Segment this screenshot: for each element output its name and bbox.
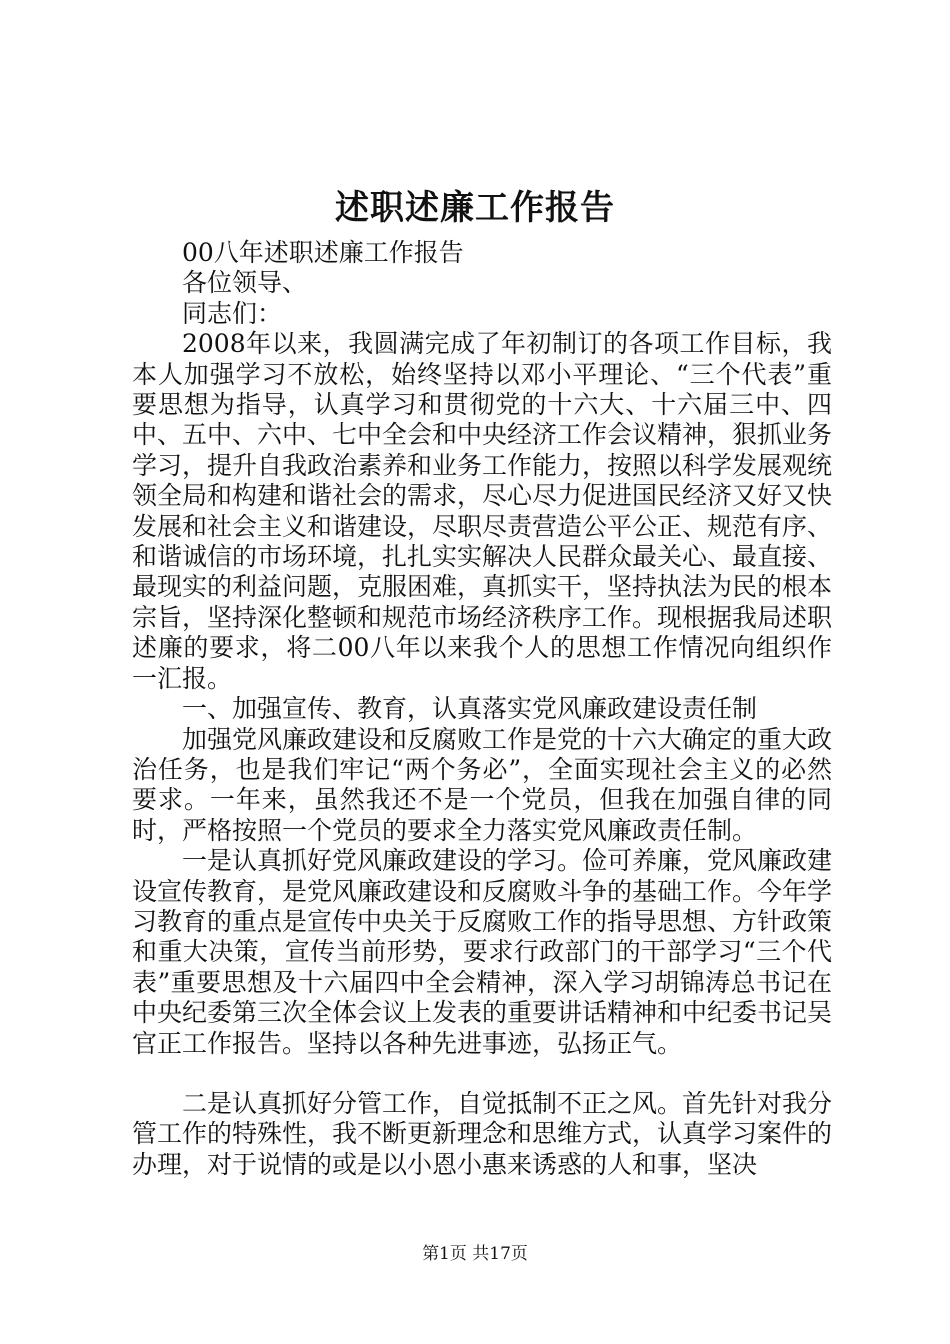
- document-body: [132, 238, 832, 1180]
- salutation-line-1: 各位领导、: [182, 268, 308, 298]
- body-paragraph: 二是认真抓好分管工作，自觉抵制不正之风。首先针对我分管工作的特殊性，我不断更新理念和思维方式，认真学习案件的办理，对于说情的或是以小恩小惠来诱惑的人和事，坚决: [132, 1088, 833, 1179]
- document-title: 述职述廉工作报告: [335, 188, 615, 228]
- section-heading: 一、加强宣传、教育，认真落实党风廉政建设责任制: [182, 694, 758, 724]
- body-paragraph: 加强党风廉政建设和反腐败工作是党的十六大确定的重大政治任务，也是我们牢记“两个务必”，全面实现社会主义的必然要求。一年来，虽然我还不是一个党员，但我在加强自律的同时，严格按照一个党员的要求全力落实党风廉政责任制。: [132, 724, 833, 845]
- body-paragraph: 2008年以来，我圆满完成了年初制订的各项工作目标，我本人加强学习不放松，始终坚持以邓小平理论、“三个代表”重要思想为指导，认真学习和贯彻党的十六大、十六届三中、四中、五中、六中、七中全会和中央经济工作会议精神，狠抓业务学习，提升自我政治素养和业务工作能力，按照以科学发展观统领全局和构建和谐社会的需求，尽心尽力促进国民经济又好又快发展和社会主义和谐建设，尽职尽责营造公平公正、规范有序、和谐诚信的市场环境，扎扎实实解决人民群众最关心、最直接、最现实的利益问题，克服困难，真抓实干，坚持执法为民的根本宗旨，坚持深化整顿和规范市场经济秩序工作。现根据我局述职述廉的要求，将二00八年以来我个人的思想工作情况向组织作一汇报。: [132, 329, 833, 693]
- body-paragraph: 一是认真抓好党风廉政建设的学习。俭可养廉，党风廉政建设宣传教育，是党风廉政建设和反腐败斗争的基础工作。今年学习教育的重点是宣传中央关于反腐败工作的指导思想、方针政策和重大决策，宣传当前形势，要求行政部门的干部学习“三个代表”重要思想及十六届四中全会精神，深入学习胡锦涛总书记在中央纪委第三次全体会议上发表的重要讲话精神和中纪委书记吴官正工作报告。坚持以各种先进事迹，弘扬正气。: [132, 846, 833, 1058]
- subtitle-line: 00八年述职述廉工作报告: [182, 238, 464, 267]
- page-number-footer: 第1页 共17页: [422, 1244, 528, 1264]
- salutation-line-2: 同志们：: [182, 298, 283, 328]
